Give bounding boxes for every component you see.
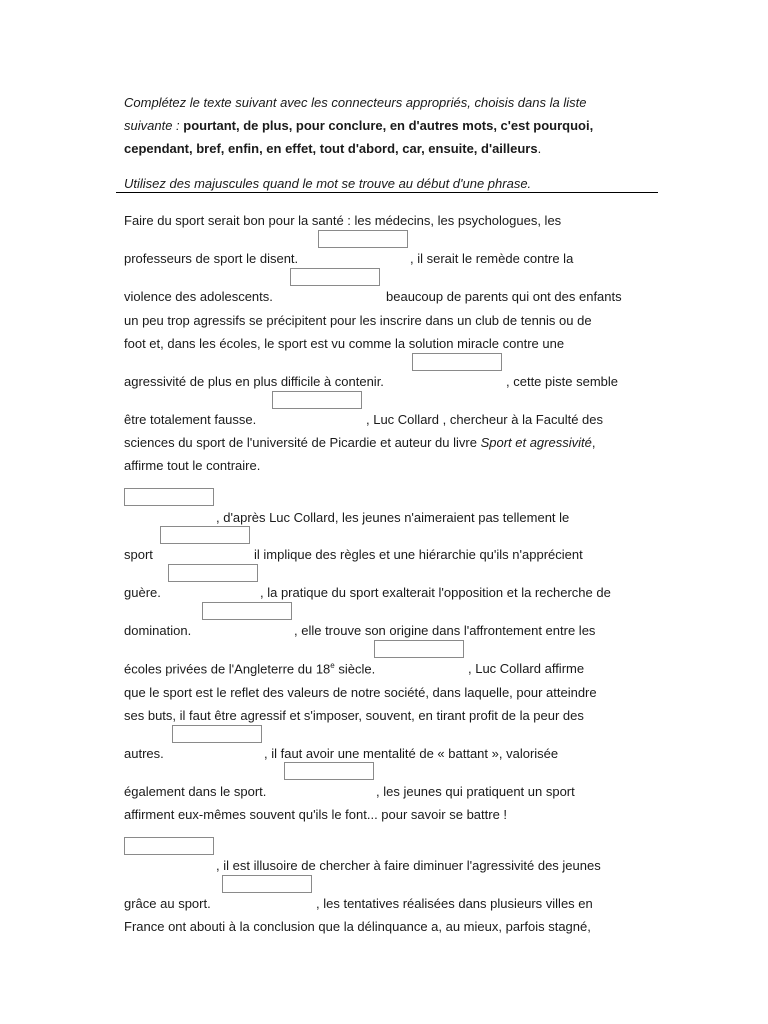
- text-line: autres.: [124, 746, 164, 761]
- text-line: , il est illusoire de chercher à faire diminuer l'agressivité des jeunes: [216, 858, 601, 873]
- text-line: agressivité de plus en plus difficile à contenir.: [124, 374, 384, 389]
- text-line: , il serait le remède contre la: [410, 251, 574, 266]
- book-title: Sport et agressivité: [480, 435, 592, 450]
- blank-input-7[interactable]: [168, 564, 258, 582]
- text-line: beaucoup de parents qui ont des enfants: [386, 289, 622, 304]
- text-line: , Luc Collard , chercheur à la Faculté des: [366, 412, 604, 427]
- blank-input-1[interactable]: [318, 230, 408, 248]
- text-line: il implique des règles et une hiérarchie qu'ils n'apprécient: [254, 547, 583, 562]
- text-line: guère.: [124, 585, 161, 600]
- text-line: ses buts, il faut être agressif et s'imposer, souvent, en tirant profit de la peur des: [124, 708, 584, 723]
- text-line: affirment eux-mêmes souvent qu'ils le font... pour savoir se battre !: [124, 807, 508, 822]
- text-line: [124, 435, 595, 450]
- text-line: affirme tout le contraire.: [124, 458, 261, 473]
- text-line: foot et, dans les écoles, le sport est vu comme la solution miracle contre une: [124, 336, 565, 351]
- blank-input-2[interactable]: [290, 268, 380, 286]
- blank-input-4[interactable]: [272, 391, 362, 409]
- text-line: , les tentatives réalisées dans plusieurs villes en: [316, 896, 593, 911]
- instruction-line-1: Complétez le texte suivant avec les connecteurs appropriés, choisis dans la liste: [124, 95, 587, 110]
- text-line: , elle trouve son origine dans l'affrontement entre les: [294, 623, 596, 638]
- text-line: professeurs de sport le disent.: [124, 251, 299, 266]
- blank-input-5[interactable]: [124, 488, 214, 506]
- blank-input-9[interactable]: [374, 640, 464, 658]
- text-fragment: écoles privées de l'Angleterre du 18: [124, 661, 331, 677]
- text-line: , Luc Collard affirme: [468, 661, 585, 676]
- text-line: également dans le sport.: [124, 784, 267, 799]
- instruction-prefix: suivante :: [124, 118, 184, 133]
- blank-input-6[interactable]: [160, 526, 250, 544]
- connector-list-part-2: cependant, bref, enfin, en effet, tout d'abord, car, ensuite, d'ailleurs: [124, 141, 538, 156]
- text-line: violence des adolescents.: [124, 289, 273, 304]
- instruction-period: .: [537, 141, 542, 156]
- blank-input-11[interactable]: [284, 762, 374, 780]
- text-fragment: ,: [591, 435, 596, 450]
- text-line: domination.: [124, 623, 192, 638]
- text-line: Faire du sport serait bon pour la santé : les médecins, les psychologues, les: [124, 213, 562, 228]
- text-line: être totalement fausse.: [124, 412, 257, 427]
- text-line: que le sport est le reflet des valeurs de notre société, dans laquelle, pour atteindre: [124, 685, 597, 700]
- superscript: e: [330, 661, 335, 670]
- blank-input-12[interactable]: [124, 837, 214, 855]
- text-line: sport: [124, 547, 153, 562]
- blank-input-13[interactable]: [222, 875, 312, 893]
- blank-input-3[interactable]: [412, 353, 502, 371]
- connector-list-part-1: pourtant, de plus, pour conclure, en d'autres mots, c'est pourquoi,: [183, 118, 594, 133]
- instruction-line-3: [124, 141, 541, 156]
- blank-input-10[interactable]: [172, 725, 262, 743]
- instruction-line-2: [124, 118, 593, 133]
- text-fragment: sciences du sport de l'université de Picardie et auteur du livre: [124, 435, 481, 450]
- text-line: [124, 661, 375, 676]
- text-line: un peu trop agressifs se précipitent pour les inscrire dans un club de tennis ou de: [124, 313, 592, 328]
- text-line: , d'après Luc Collard, les jeunes n'aimeraient pas tellement le: [216, 510, 570, 525]
- text-line: , cette piste semble: [506, 374, 618, 389]
- divider-line: [116, 192, 658, 193]
- text-fragment: siècle.: [334, 661, 376, 677]
- text-line: , la pratique du sport exalterait l'opposition et la recherche de: [260, 585, 611, 600]
- capitalization-note: Utilisez des majuscules quand le mot se trouve au début d'une phrase.: [124, 176, 532, 191]
- text-line: , les jeunes qui pratiquent un sport: [376, 784, 575, 799]
- blank-input-8[interactable]: [202, 602, 292, 620]
- text-line: France ont abouti à la conclusion que la délinquance a, au mieux, parfois stagné,: [124, 919, 591, 934]
- text-line: grâce au sport.: [124, 896, 211, 911]
- text-line: , il faut avoir une mentalité de « battant », valorisée: [264, 746, 559, 761]
